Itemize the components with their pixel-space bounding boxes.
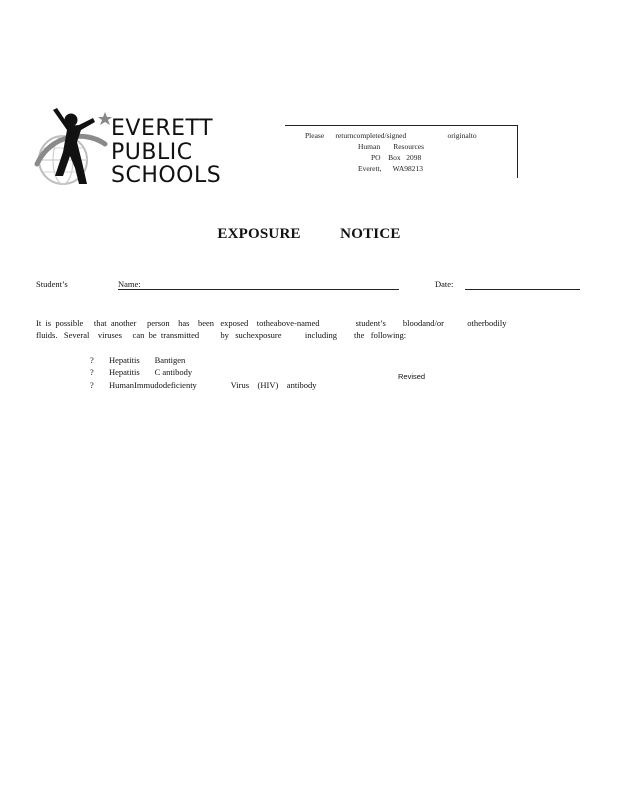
return-line-3: PO Box 2098 bbox=[371, 153, 422, 162]
return-line-1: Please returncompleted/signed originalto bbox=[305, 131, 477, 140]
date-label: Date: bbox=[435, 279, 454, 289]
page-title: EXPOSURE NOTICE bbox=[217, 226, 401, 242]
revised-label: Revised bbox=[398, 372, 426, 381]
return-line-2: Human Resources bbox=[358, 142, 425, 151]
date-field[interactable] bbox=[465, 289, 580, 290]
list-item bbox=[90, 380, 317, 390]
students-label: Student’s bbox=[36, 279, 68, 289]
name-label: Name: bbox=[118, 279, 141, 289]
list-item-text: Hepatitis Bantigen bbox=[109, 355, 186, 365]
list-item bbox=[90, 355, 185, 365]
bullet-marker: ? bbox=[90, 355, 94, 365]
logo-text-line-2: PUBLIC bbox=[111, 140, 193, 165]
body-line-1: It is possible that another person has been exposed totheabove-named student’s bloodand/or otherbodily bbox=[36, 318, 507, 328]
logo-text-line-3: SCHOOLS bbox=[111, 163, 222, 188]
list-item-text: Hepatitis C antibody bbox=[109, 367, 193, 377]
school-district-logo bbox=[33, 104, 233, 188]
body-line-2: fluids. Several viruses can be transmitted by suchexposure including the following: bbox=[36, 330, 407, 340]
return-instructions-box bbox=[285, 125, 518, 178]
return-line-4: Everett, WA98213 bbox=[358, 164, 424, 173]
list-item-text: HumanImmudodeficienty Virus (HIV) antibody bbox=[109, 380, 317, 390]
name-field[interactable] bbox=[118, 289, 399, 290]
logo-text-line-1: EVERETT bbox=[111, 116, 214, 141]
logo-figure-icon bbox=[33, 104, 113, 188]
bullet-marker: ? bbox=[90, 367, 94, 377]
list-item bbox=[90, 367, 192, 377]
bullet-marker: ? bbox=[90, 380, 94, 390]
